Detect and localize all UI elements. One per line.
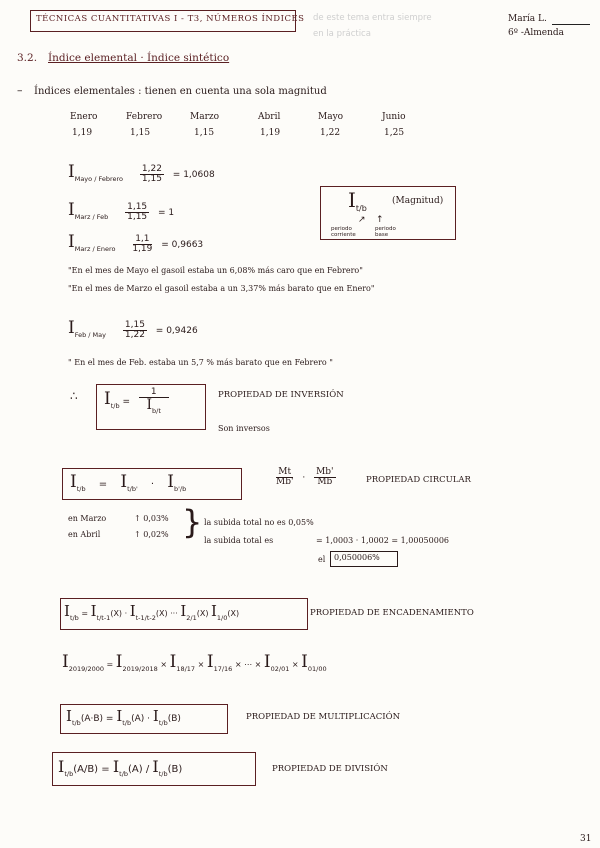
ex-boxed-result: 0,050006% [334, 553, 380, 562]
ex-line-2b: = 1,0003 · 1,0002 = 1,00050006 [316, 536, 449, 545]
calc-marzo-febrero: $I_{Marz / Feb}$ $\frac{1,15}{1,15}$ = 1 [68, 200, 175, 222]
calc-mayo-febrero: $I_{Mayo / Febrero}$ $\frac{1,22}{1,15}$ = 1,0608 [68, 162, 215, 184]
month-value: 1,25 [384, 128, 405, 138]
circular-formula: $I_{t/b} = I_{t/b'} \cdot I_{b'/b}$ [70, 472, 187, 493]
month-value: 1,22 [320, 128, 341, 138]
month-value: 1,15 [130, 128, 151, 138]
intro-text: Índices elementales : tienen en cuenta una sola magnitud [34, 86, 327, 97]
section-number: 3.2. [17, 52, 38, 64]
month-label: Junio [382, 112, 406, 122]
header-title: TÉCNICAS CUANTITATIVAS I - T3, NÚMEROS ÍNDICES [36, 14, 305, 24]
section-title: Índice elemental · Índice sintético [48, 52, 230, 64]
month-label: Mayo [318, 112, 344, 122]
ex-abril: en Abril [68, 530, 101, 539]
division-formula: $I_{t/b}(A/B) = I_{t/b}(A) / I_{t/b}(B)$ [58, 757, 183, 778]
faint-note-1: de este tema entra siempre [313, 13, 432, 23]
faint-note-2: en la práctica [313, 29, 371, 39]
ex-marzo: en Marzo [68, 514, 107, 523]
periodo-corriente-label: periodo corriente [331, 226, 356, 239]
inversion-formula: $I_{t/b}$ = $\frac{1}{I_{b/t}}$ [104, 388, 169, 415]
calc-marzo-enero: $I_{Marz / Enero}$ $\frac{1,1}{1,19}$ = 0,9663 [68, 232, 204, 254]
ex-line-2a: la subida total es [204, 536, 274, 545]
month-label: Febrero [126, 112, 163, 122]
ex-marzo-val: ↑ 0,03% [134, 514, 169, 523]
month-label: Marzo [190, 112, 220, 122]
author-underline [552, 24, 590, 25]
inversion-property: PROPIEDAD DE INVERSIÓN [218, 390, 344, 400]
page-number: 31 [580, 834, 592, 844]
magnitude-label: (Magnitud) [392, 196, 444, 206]
month-label: Abril [258, 112, 281, 122]
encadenamiento-property: PROPIEDAD DE ENCADENAMIENTO [310, 608, 474, 618]
month-value: 1,19 [72, 128, 93, 138]
month-value: 1,15 [194, 128, 215, 138]
curly-brace-icon: } [182, 503, 203, 541]
quote-3: " En el mes de Feb. estaba un 5,7 % más barato que en Febrero " [68, 358, 333, 367]
intro-dash: – [17, 84, 23, 97]
ex-line-3: el [318, 555, 326, 564]
therefore-symbol: ∴ [70, 389, 78, 403]
inversion-note: Son inversos [218, 424, 270, 433]
ex-abril-val: ↑ 0,02% [134, 530, 169, 539]
chain-example: $I_{2019/2000} = I_{2019/2018} \times I_{18/17} \times I_{17/16}$ × ⋯ × $I_{02/01} \times I_{01/00}$ [62, 652, 327, 673]
author-group: 6º -Almenda [508, 28, 565, 38]
division-property: PROPIEDAD DE DIVISIÓN [272, 764, 388, 774]
quote-1: "En el mes de Mayo el gasoil estaba un 6,08% más caro que en Febrero" [68, 266, 363, 275]
month-value: 1,19 [260, 128, 281, 138]
ex-line-1: la subida total no es 0,05% [204, 518, 314, 527]
arrow-up-icon: ↗ [358, 215, 366, 225]
multiplicacion-formula: $I_{t/b}(A\cdot B) = I_{t/b}(A) \cdot I_{t/b}(B)$ [66, 707, 181, 727]
circular-ratios: $\frac{Mt}{Mb'}$ · $\frac{Mb'}{Mb}$ [276, 467, 334, 488]
author-name: María L. [508, 14, 547, 24]
arrow-up-icon: ↑ [376, 215, 384, 225]
circular-property: PROPIEDAD CIRCULAR [366, 475, 471, 485]
month-label: Enero [70, 112, 98, 122]
calc-feb-mayo: $I_{Feb / May}$ $\frac{1,15}{1,22}$ = 0,9426 [68, 318, 198, 340]
periodo-base-label: periodo base [375, 226, 396, 239]
magnitude-symbol: $I_{t/b}$ [348, 188, 367, 213]
multiplicacion-property: PROPIEDAD DE MULTIPLICACIÓN [246, 712, 401, 722]
quote-2: "En el mes de Marzo el gasoil estaba a un 3,37% más barato que en Enero" [68, 284, 375, 293]
encadenamiento-formula: $I_{t/b} = I_{t/t-1}(X) \cdot I_{t-1/t-2}(X)$ ··· $I_{2/1}(X)$ $I_{1/0}(X)$ [64, 602, 240, 622]
